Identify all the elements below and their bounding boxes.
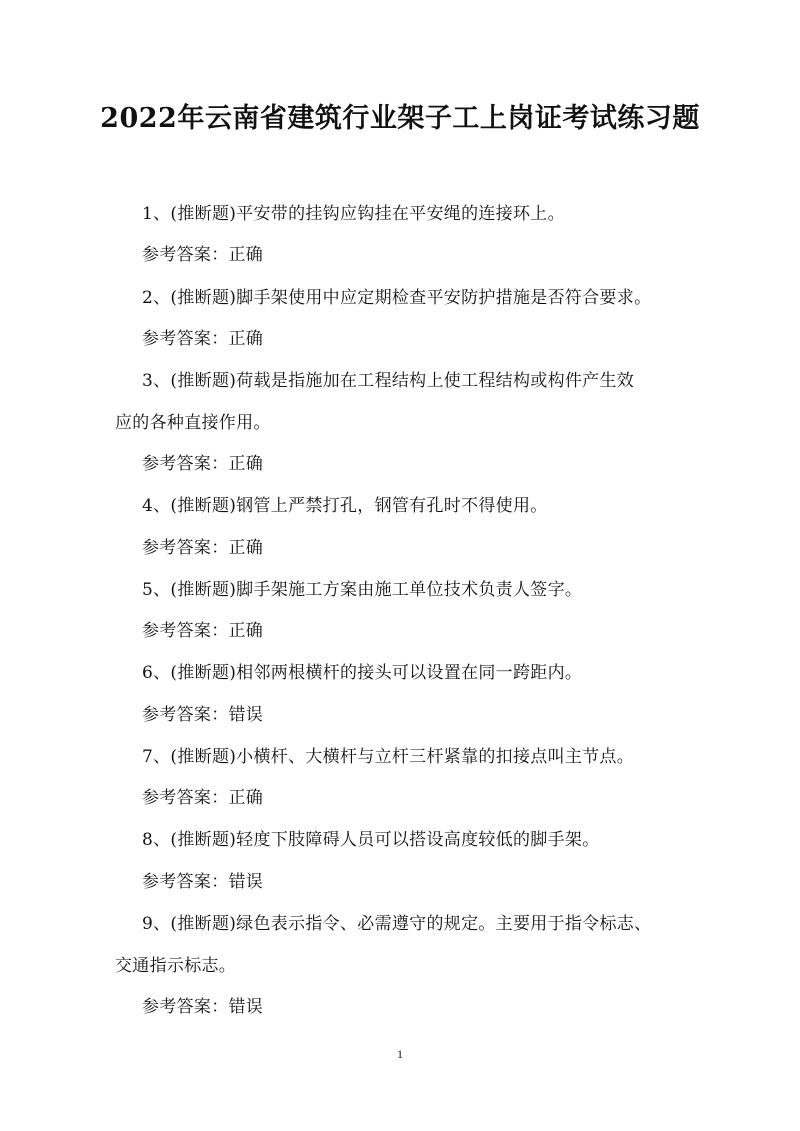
title-text: 2022年云南省建筑行业架子工上岗证考试练习题 bbox=[100, 103, 700, 134]
page-number: 1 bbox=[397, 1047, 403, 1061]
question-5: 5、(推断题)脚手架施工方案由施工单位技术负责人签字。 bbox=[142, 580, 583, 600]
answer-6: 参考答案：错误 bbox=[142, 705, 264, 725]
question-8: 8、(推断题)轻度下肢障碍人员可以搭设高度较低的脚手架。 bbox=[142, 830, 600, 850]
document-title bbox=[100, 98, 700, 140]
question-3: 3、(推断题)荷载是指施加在工程结构上使工程结构或构件产生效 bbox=[142, 371, 635, 391]
question-4: 4、(推断题)钢管上严禁打孔，钢管有孔时不得使用。 bbox=[142, 496, 548, 516]
question-9-continuation: 交通指示标志。 bbox=[115, 956, 237, 976]
question-6: 6、(推断题)相邻两根横杆的接头可以设置在同一跨距内。 bbox=[142, 663, 583, 683]
answer-2: 参考答案：正确 bbox=[142, 329, 264, 349]
answer-3: 参考答案：正确 bbox=[142, 454, 264, 474]
question-2: 2、(推断题)脚手架使用中应定期检查平安防护措施是否符合要求。 bbox=[142, 288, 652, 308]
question-1: 1、(推断题)平安带的挂钩应钩挂在平安绳的连接环上。 bbox=[142, 204, 565, 224]
answer-1: 参考答案：正确 bbox=[142, 245, 264, 265]
answer-4: 参考答案：正确 bbox=[142, 538, 264, 558]
answer-9: 参考答案：错误 bbox=[142, 997, 264, 1017]
question-3-continuation: 应的各种直接作用。 bbox=[115, 413, 271, 433]
answer-5: 参考答案：正确 bbox=[142, 621, 264, 641]
answer-8: 参考答案：错误 bbox=[142, 872, 264, 892]
question-9: 9、(推断题)绿色表示指令、必需遵守的规定。主要用于指令标志、 bbox=[142, 914, 652, 934]
question-7: 7、(推断题)小横杆、大横杆与立杆三杆紧靠的扣接点叫主节点。 bbox=[142, 747, 635, 767]
answer-7: 参考答案：正确 bbox=[142, 788, 264, 808]
